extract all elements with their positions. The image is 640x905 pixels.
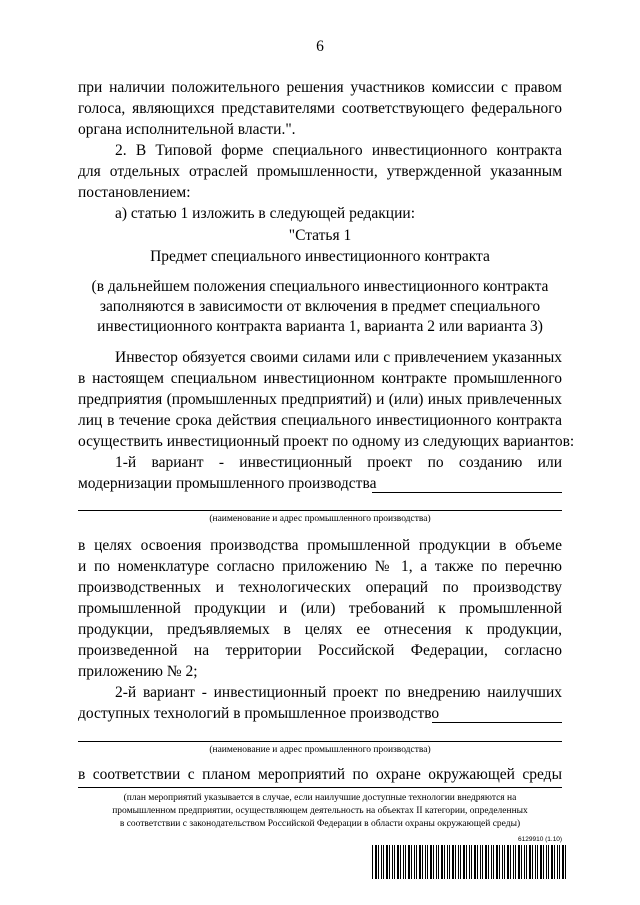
text-line: 1-й вариант - инвестиционный проект по созданию или [115,454,562,471]
text-line: и по номенклатуре согласно приложению № 1, а также по перечню [78,558,562,575]
field-caption: (план мероприятий указывается в случае, если наилучшие доступные технологии внедряются на [123,793,517,803]
text-line: а) статью 1 изложить в следующей редакции: [115,205,415,222]
text-line: осуществить инвестиционный проект по одному из следующих вариантов: [78,433,575,450]
field-caption: в соответствии с законодательством Российской Федерации в области охраны окружающей среды) [119,819,521,829]
text-line: постановлением: [78,184,191,201]
text-line: 2-й вариант - инвестиционный проект по внедрению наилучших [115,684,562,701]
text-line: продукции, предъявляемых в целях ее отнесения к продукции, [78,621,562,638]
text-line: в целях освоения производства промышленной продукции в объеме [78,537,562,554]
text-line: Инвестор обязуется своими силами или с привлечением указанных [115,349,562,366]
article-subject: Предмет специального инвестиционного контракта [150,248,490,265]
text-line: в соответствии с планом мероприятий по охране окружающей среды [78,766,562,783]
text-line: приложению № 2; [78,663,198,680]
barcode-icon [372,845,566,879]
field-caption: (наименование и адрес промышленного производства) [209,745,431,755]
fill-in-blank [78,787,562,788]
fill-in-blank [372,492,562,493]
fill-in-blank [78,510,562,511]
text-line: 2. В Типовой форме специального инвестиционного контракта [115,142,562,159]
fill-in-blank [78,741,562,742]
barcode-number: 6129910 (1.10) [518,836,563,843]
field-caption: (наименование и адрес промышленного производства) [209,514,431,524]
text-line: органа исполнительной власти.". [78,121,296,138]
page-number: 6 [316,38,324,55]
note-line: инвестиционного контракта варианта 1, варианта 2 или варианта 3) [97,318,543,335]
text-line: голоса, являющихся представителями соответствующего федерального [78,100,562,117]
note-line: заполняются в зависимости от включения в предмет специального [99,298,541,315]
text-line: промышленной продукции и (или) требований к промышленной [78,600,562,617]
text-line: при наличии положительного решения участников комиссии с правом [78,79,562,96]
fill-in-blank [432,722,562,723]
text-line: доступных технологий в промышленное производство [78,705,440,722]
text-line: предприятия (промышленных предприятий) и (или) иных привлеченных [78,391,562,408]
text-line: модернизации промышленного производства [78,475,377,492]
article-title: "Статья 1 [288,227,352,244]
text-line: в настоящем специальном инвестиционном контракте промышленного [78,370,562,387]
text-line: для отдельных отраслей промышленности, утвержденной указанным [78,163,562,180]
text-line: произведенной на территории Российской Федерации, согласно [78,642,562,659]
text-line: лиц в течение срока действия специального инвестиционного контракта [78,412,562,429]
text-line: производственных и технологических операций по производству [78,579,562,596]
note-line: (в дальнейшем положения специального инвестиционного контракта [91,278,549,295]
field-caption: промышленном предприятии, осуществляющем деятельность на объектах II категории, определенных [112,806,528,816]
